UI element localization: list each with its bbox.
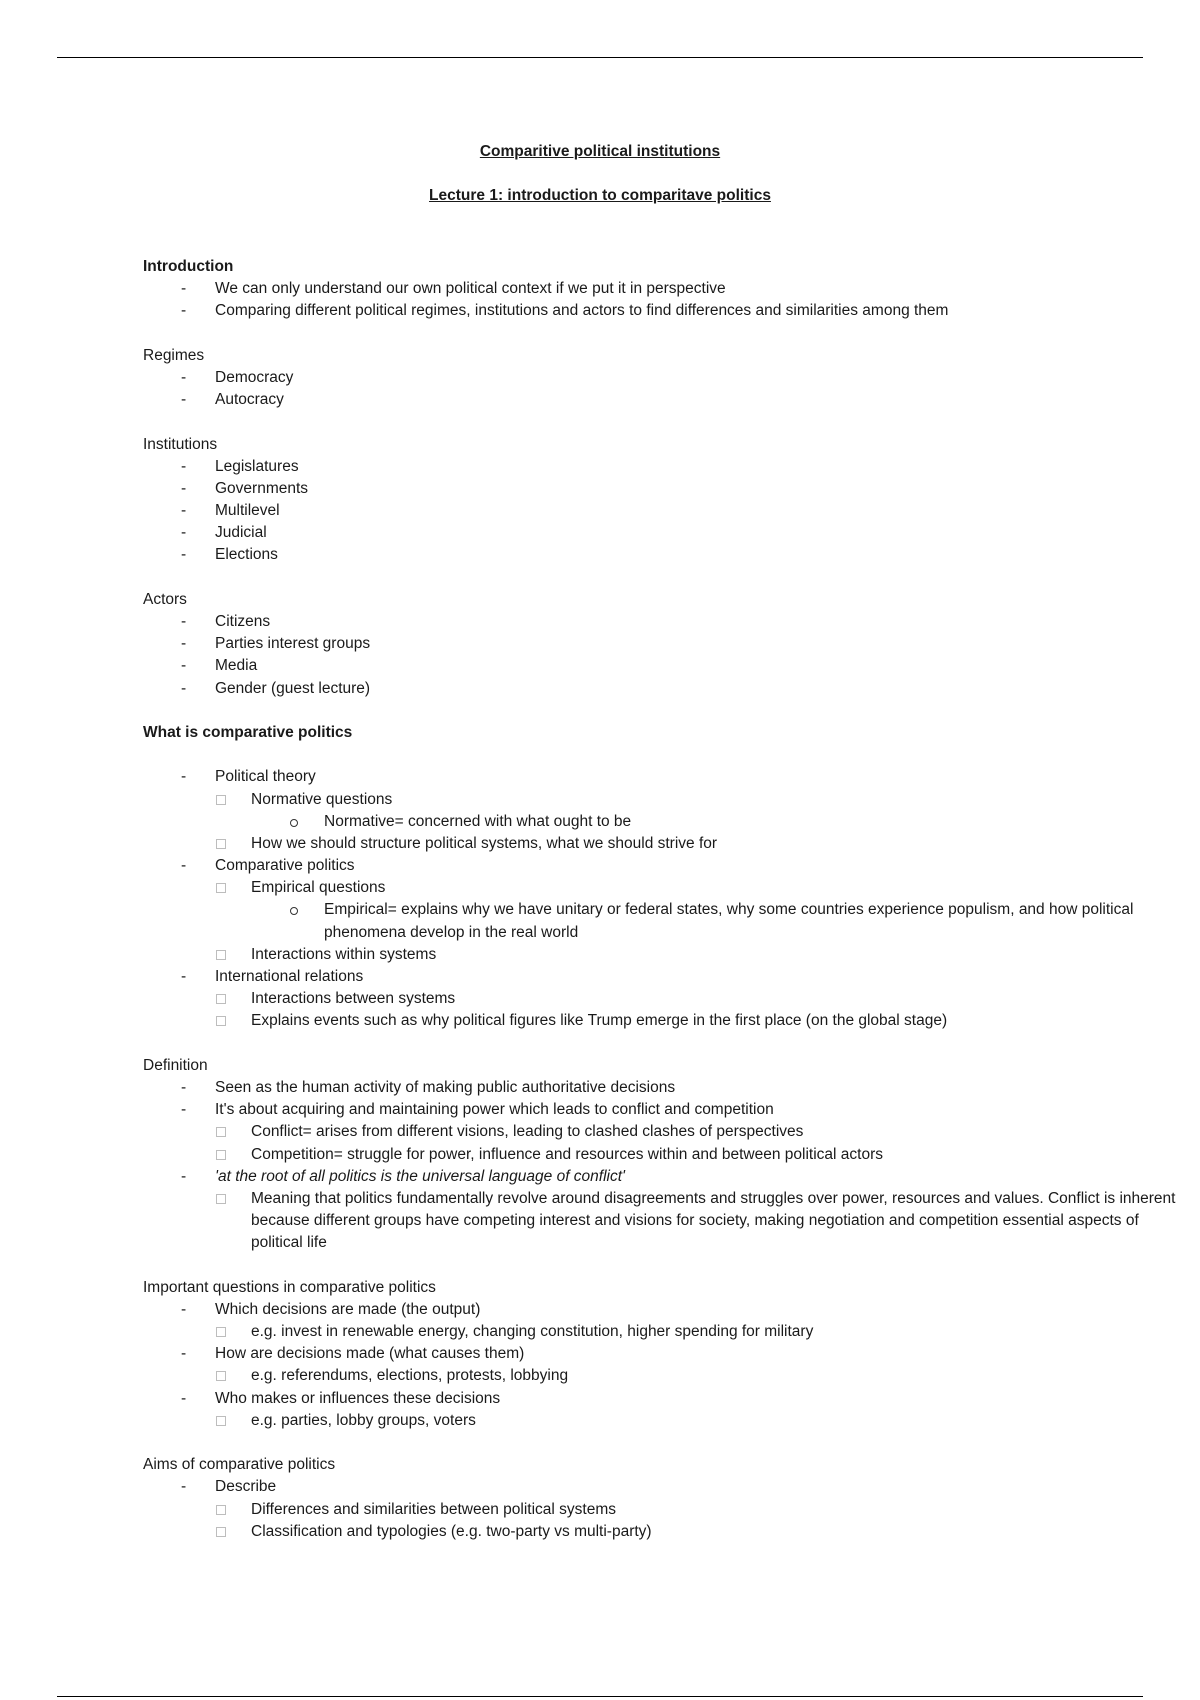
- square-bullet-icon: [216, 1016, 226, 1026]
- list-item: - How are decisions made (what causes them): [143, 1343, 1103, 1365]
- square-bullet-icon: [216, 1127, 226, 1137]
- list-item: - We can only understand our own political context if we put it in perspective: [143, 278, 1103, 300]
- sub-list-item: Normative questions: [143, 789, 1103, 811]
- list-item: - Comparative politics: [143, 855, 1103, 877]
- sub-list-item: e.g. invest in renewable energy, changing constitution, higher spending for military: [143, 1321, 1103, 1343]
- dash-bullet: -: [181, 368, 187, 386]
- dash-bullet: -: [181, 280, 187, 298]
- dash-bullet: -: [181, 613, 187, 630]
- list-item: - Comparing different political regimes, institutions and actors to find differences and similarities among them: [143, 300, 1103, 322]
- top-rule: [57, 57, 1143, 58]
- dash-bullet: -: [181, 1345, 187, 1363]
- document-title: Comparitive political institutions: [479, 143, 721, 160]
- notes-body: [143, 256, 1176, 1543]
- bottom-rule: [57, 1696, 1143, 1697]
- section-heading-important-questions: Important questions in comparative politics: [143, 1278, 436, 1296]
- square-bullet-icon: [216, 950, 226, 960]
- dash-bullet: -: [181, 1389, 187, 1407]
- list-item: - Describe: [143, 1476, 1103, 1498]
- dash-bullet: -: [181, 302, 187, 320]
- list-item: - Governments: [143, 478, 1103, 500]
- sub-list-item: Classification and typologies (e.g. two-party vs multi-party): [143, 1521, 1103, 1543]
- sub-list-item: Meaning that politics fundamentally revolve around disagreements and struggles over power, resources and values. Conflict is inherent because different groups have competing interest and visions for society, making negotiation and competition essential aspects of political life: [143, 1188, 1191, 1255]
- section-heading-actors: Actors: [143, 590, 187, 608]
- sub-list-item: e.g. parties, lobby groups, voters: [143, 1410, 1103, 1432]
- document-subtitle: Lecture 1: introduction to comparitave politics: [429, 187, 771, 204]
- section-heading-aims: Aims of comparative politics: [143, 1456, 336, 1474]
- square-bullet-icon: [216, 1194, 226, 1204]
- dash-bullet: -: [181, 1478, 187, 1496]
- sub-list-item: e.g. referendums, elections, protests, lobbying: [143, 1365, 1103, 1387]
- dash-bullet: -: [181, 391, 187, 409]
- dash-bullet: -: [181, 1101, 187, 1119]
- dash-bullet: -: [181, 857, 187, 875]
- circle-bullet-icon: [290, 907, 298, 915]
- section-heading-what-is-comparative-politics: What is comparative politics: [143, 723, 353, 741]
- list-item: - Which decisions are made (the output): [143, 1299, 1103, 1321]
- list-item: - Seen as the human activity of making public authoritative decisions: [143, 1077, 1103, 1099]
- list-item: - Judicial: [143, 522, 1103, 544]
- dash-bullet: -: [181, 457, 187, 475]
- list-item: - Legislatures: [143, 456, 1103, 478]
- square-bullet-icon: [216, 1371, 226, 1381]
- dash-bullet: -: [181, 524, 187, 542]
- sub-sub-list-item: Normative= concerned with what ought to be: [143, 811, 1103, 833]
- square-bullet-icon: [216, 1505, 226, 1515]
- square-bullet-icon: [216, 1150, 226, 1160]
- list-item: - Who makes or influences these decisions: [143, 1388, 1103, 1410]
- sub-list-item: Conflict= arises from different visions, leading to clashed clashes of perspectives: [143, 1121, 1103, 1143]
- square-bullet-icon: [216, 1416, 226, 1426]
- square-bullet-icon: [216, 795, 226, 805]
- dash-bullet: -: [181, 635, 187, 653]
- dash-bullet: -: [181, 657, 187, 675]
- sub-list-item: Interactions between systems: [143, 988, 1103, 1010]
- list-item: - Democracy: [143, 367, 1103, 389]
- dash-bullet: -: [181, 479, 187, 497]
- list-item: - Citizens: [143, 611, 1103, 633]
- list-item: - Elections: [143, 544, 1103, 566]
- list-item: - Media: [143, 655, 1103, 677]
- dash-bullet: -: [181, 546, 187, 564]
- sub-list-item: Competition= struggle for power, influence and resources within and between political actors: [143, 1144, 1103, 1166]
- list-item: - Political theory: [143, 766, 1103, 788]
- sub-list-item: Explains events such as why political figures like Trump emerge in the first place (on the global stage): [143, 1010, 1103, 1032]
- square-bullet-icon: [216, 1527, 226, 1537]
- list-item-quote: - 'at the root of all politics is the universal language of conflict': [143, 1166, 1103, 1188]
- dash-bullet: -: [181, 679, 187, 697]
- square-bullet-icon: [216, 1327, 226, 1337]
- sub-sub-list-item: Empirical= explains why we have unitary or federal states, why some countries experience populism, and how political phenomena develop in the real world: [143, 899, 1144, 943]
- dash-bullet: -: [181, 768, 187, 786]
- list-item: - Parties interest groups: [143, 633, 1103, 655]
- list-item: - It's about acquiring and maintaining power which leads to conflict and competition: [143, 1099, 1103, 1121]
- section-heading-regimes: Regimes: [143, 346, 205, 364]
- sub-list-item: Differences and similarities between political systems: [143, 1499, 1103, 1521]
- list-item: - Gender (guest lecture): [143, 678, 1103, 700]
- circle-bullet-icon: [290, 819, 298, 827]
- dash-bullet: -: [181, 1078, 187, 1096]
- list-item: - International relations: [143, 966, 1103, 988]
- dash-bullet: -: [181, 1167, 187, 1185]
- dash-bullet: -: [181, 968, 187, 986]
- section-heading-definition: Definition: [143, 1056, 208, 1074]
- square-bullet-icon: [216, 883, 226, 893]
- dash-bullet: -: [181, 1300, 187, 1318]
- list-item: - Multilevel: [143, 500, 1103, 522]
- section-heading-institutions: Institutions: [143, 435, 218, 453]
- dash-bullet: -: [181, 502, 187, 520]
- sub-list-item: Interactions within systems: [143, 944, 1103, 966]
- square-bullet-icon: [216, 839, 226, 849]
- section-heading-introduction: Introduction: [143, 258, 234, 275]
- sub-list-item: Empirical questions: [143, 877, 1103, 899]
- square-bullet-icon: [216, 994, 226, 1004]
- sub-list-item: How we should structure political systems, what we should strive for: [143, 833, 1103, 855]
- list-item: - Autocracy: [143, 389, 1103, 411]
